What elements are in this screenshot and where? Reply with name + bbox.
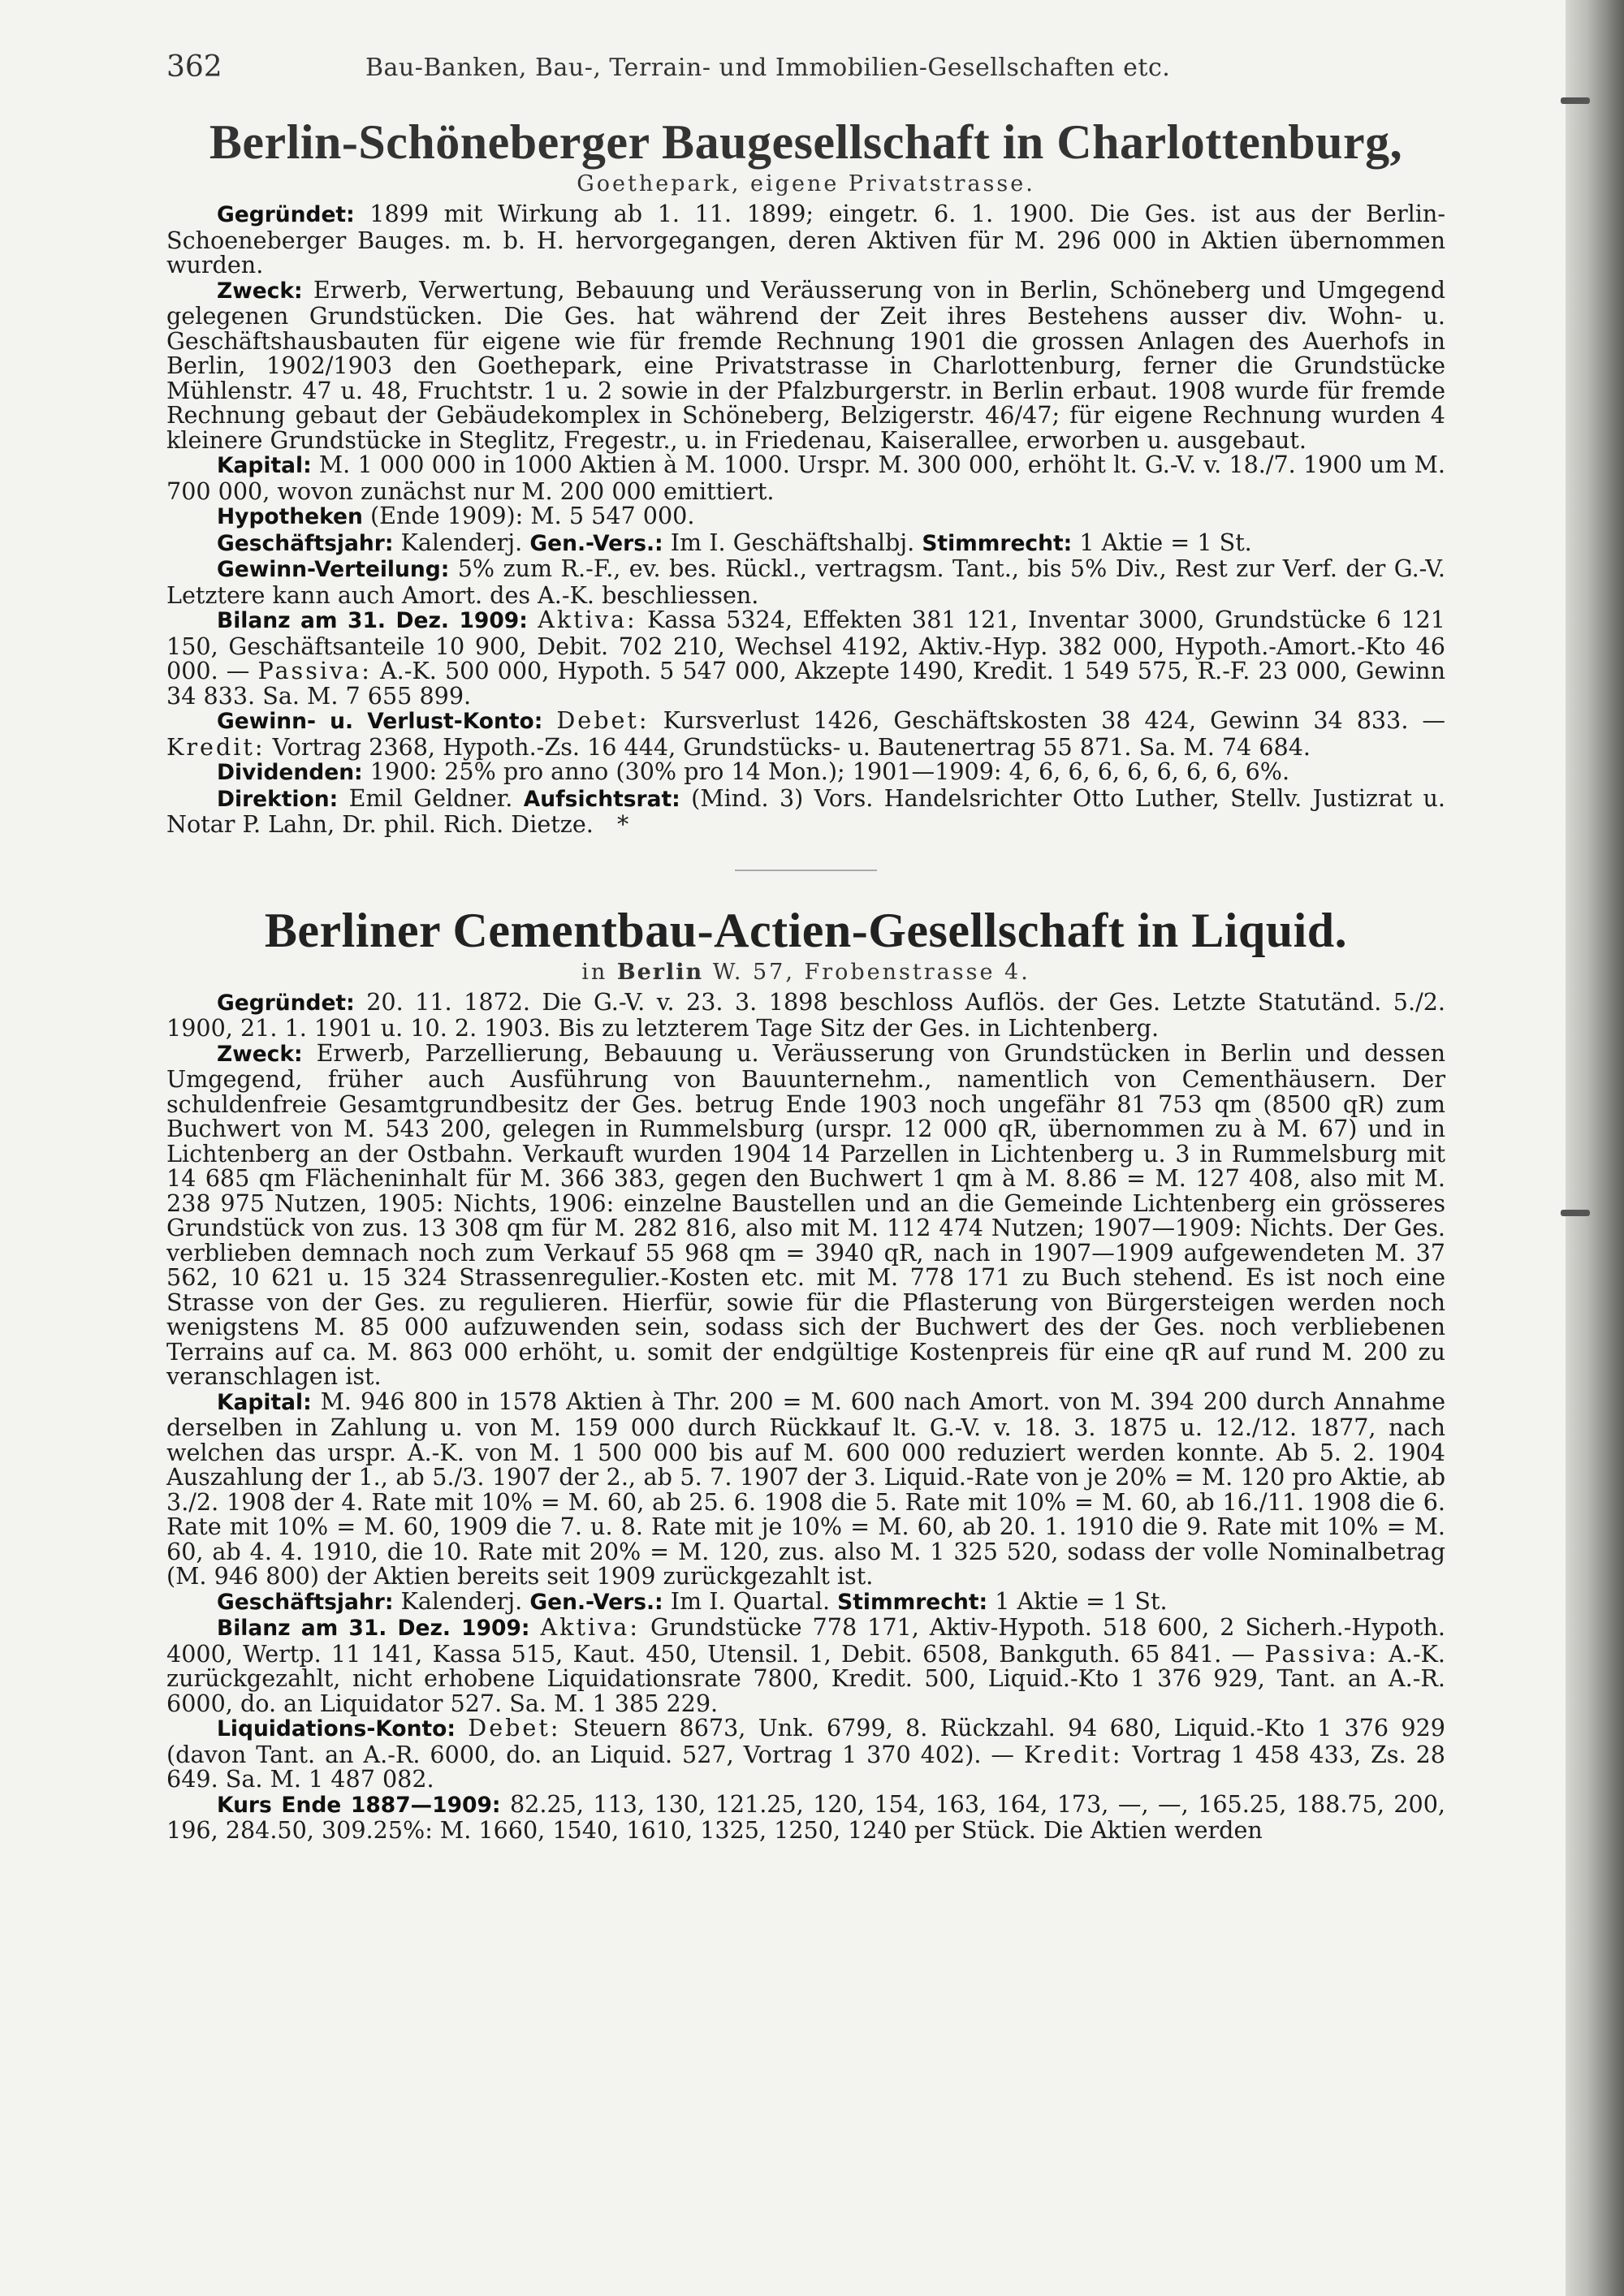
label-bilanz: Bilanz am 31. Dez. 1909:	[217, 1616, 530, 1641]
text-kapital: M. 1 000 000 in 1000 Aktien à M. 1000. Urspr. M. 300 000, erhöht lt. G.-V. v. 18./7. 1900 um M. 700 000, wovon zunächst nur M. 200 000 emittiert.	[166, 451, 1445, 505]
text-genvers: Im I. Geschäftshalbj.	[670, 528, 915, 556]
text-debet: Steuern 8673, Unk. 6799, 8. Rückzahl. 94 680, Liquid.-Kto 1 376 929 (davon Tant. an A.-R. 6000, do. an Liquid. 527, Vortrag 1 370 402). —	[166, 1714, 1445, 1768]
label-kapital: Kapital:	[217, 453, 312, 478]
location-city: Berlin	[616, 959, 704, 985]
entry-kurs	[166, 1789, 1446, 1844]
text-stimmrecht: 1 Aktie = 1 St.	[1079, 528, 1252, 556]
entry-gewinnverteilung	[166, 556, 1445, 607]
entry-gegruendet	[166, 987, 1446, 1042]
word-kredit: Kredit:	[1023, 1740, 1123, 1768]
label-genvers: Gen.-Vers.:	[529, 1589, 663, 1615]
page-edge-shadow	[1566, 0, 1624, 2296]
label-kapital: Kapital:	[217, 1389, 312, 1415]
text-kapital: M. 946 800 in 1578 Aktien à Thr. 200 = M. 600 nach Amort. von M. 394 200 durch Annahme derselben in Zahlung u. von M. 159 000 durch Rückkauf lt. G.-V. v. 18. 3. 1875 u. 12./12. 1877, nach welchen das urspr. A.-K. von M. 1 500 000 bis auf M. 600 000 reduziert werden konnte. Ab 5. 2. 1904 Auszahlung der 1., ab 5./3. 1907 der 2., ab 5. 7. 1907 der 3. Liquid.-Rate von je 20% = M. 120 pro Aktie, ab 3./2. 1908 der 4. Rate mit 10% = M. 60, ab 25. 6. 1908 die 5. Rate mit 10% = M. 60, ab 16./11. 1908 die 6. Rate mit 10% = M. 60, 1909 die 7. u. 8. Rate mit je 10% = M. 60, ab 20. 1. 1910 die 9. Rate mit 10% = M. 60, ab 4. 4. 1910, die 10. Rate mit 20% = M. 120, zus. also M. 1 325 520, sodass der volle Nominalbetrag (M. 946 800) der Aktien bereits seit 1909 zurückgezahlt ist.	[166, 1387, 1445, 1590]
entry-zweck	[166, 1038, 1445, 1390]
entry-gegruendet	[166, 201, 1445, 278]
text-kredit: Vortrag 2368, Hypoth.-Zs. 16 444, Grundstücks- u. Bautenertrag 55 871. Sa. M. 74 684.	[272, 732, 1311, 761]
word-kredit: Kredit:	[166, 732, 266, 761]
company-title: Berliner Cementbau-Actien-Gesellschaft in Liquid.	[264, 903, 1348, 957]
label-stimmrecht: Stimmrecht:	[837, 1589, 988, 1615]
label-liquidation: Liquidations-Konto:	[217, 1716, 456, 1741]
text-geschaeftsjahr: Kalenderj.	[400, 528, 523, 556]
location-street: W. 57, Frobenstrasse 4.	[712, 959, 1030, 985]
entry-geschaeftsjahr	[166, 530, 1445, 557]
entry-kapital	[166, 452, 1445, 503]
label-kurs: Kurs Ende 1887—1909:	[217, 1792, 501, 1818]
word-debet: Debet:	[556, 706, 650, 734]
label-gegruendet: Gegründet:	[217, 990, 355, 1016]
label-gegruendet: Gegründet:	[217, 202, 355, 227]
label-genvers: Gen.-Vers.:	[529, 530, 663, 556]
word-debet: Debet:	[468, 1714, 561, 1741]
company-entry-2	[166, 902, 1445, 1843]
text-gegruendet: 20. 11. 1872. Die G.-V. v. 23. 3. 1898 beschloss Auflös. der Ges. Letzte Statutänd. 5./2. 1900, 21. 1. 1901 u. 10. 2. 1903. Bis zu letzterem Tage Sitz der Ges. in Lichtenberg.	[166, 987, 1446, 1042]
entry-zweck	[166, 275, 1446, 454]
text-stimmrecht: 1 Aktie = 1 St.	[995, 1586, 1168, 1615]
text-kurs: 82.25, 113, 130, 121.25, 120, 154, 163, 164, 173, —, —, 165.25, 188.75, 200, 196, 284.50, 309.25%: M. 1660, 1540, 1610, 1325, 1250, 1240 per Stück. Die Aktien werden	[166, 1789, 1446, 1844]
label-aufsichtsrat: Aufsichtsrat:	[523, 786, 680, 812]
label-zweck: Zweck:	[217, 278, 303, 304]
word-passiva: Passiva:	[257, 657, 372, 684]
label-zweck: Zweck:	[217, 1041, 303, 1067]
page-number: 362	[166, 50, 222, 84]
label-gewinnverteilung: Gewinn-Verteilung:	[217, 557, 450, 582]
entry-hypotheken	[166, 503, 1445, 530]
label-guv: Gewinn- u. Verlust-Konto:	[217, 709, 543, 734]
label-hypotheken: Hypotheken	[217, 504, 363, 529]
text-zweck: Erwerb, Parzellierung, Bebauung u. Veräusserung von Grundstücken in Berlin und dessen Umgegend, früher auch Ausführung von Bauunternehm., namentlich von Cementhäusern. Der schuldenfreie Gesamtgrundbesitz der Ges. betrug Ende 1903 noch ungefähr 81 753 qm (8500 qR) zum Buchwert von M. 543 200, gelegen in Rummelsburg (urspr. 12 000 qR, übernommen zu à M. 67) und in Lichtenberg an der Ostbahn. Verkauft wurden 1904 14 Parzellen in Lichtenberg u. 3 in Rummelsburg mit 14 685 qm Flächeninhalt für M. 366 383, gegen den Buchwert 1 qm à M. 8.86 = M. 127 408, also mit M. 238 975 Nutzen, 1905: Nichts, 1906: einzelne Baustellen und an die Gemeinde Lichtenberg ein grösseres Grundstück von zus. 13 308 qm für M. 282 816, also mit M. 112 474 Nutzen; 1907—1909: Nichts. Der Ges. verblieben demnach noch zum Verkauf 55 968 qm = 3940 qR, nach in 1907—1909 aufgewendeten M. 37 562, 10 621 u. 15 324 Strassenregulier.-Kosten etc. mit M. 778 171 zu Buch stehend. Es ist noch eine Strasse von der Ges. zu regulieren. Hierfür, sowie für die Pflasterung von Bürgersteigen werden noch wenigstens M. 85 000 aufzuwenden sein, sodass sich der Buchwert des der Ges. noch verbliebenen Terrains auf ca. M. 863 000 erhöht, u. somit der endgültige Kostenpreis für eine qR auf rund M. 200 zu veranschlagen ist.	[166, 1038, 1445, 1390]
end-mark: *	[616, 810, 629, 838]
label-direktion: Direktion:	[217, 786, 339, 812]
label-dividenden: Dividenden:	[217, 760, 363, 785]
text-geschaeftsjahr: Kalenderj.	[400, 1586, 523, 1615]
text-genvers: Im I. Quartal.	[670, 1586, 831, 1615]
page-content	[166, 42, 1445, 1843]
scan-mark	[1561, 97, 1590, 104]
section-divider	[735, 870, 877, 871]
entry-liquidation	[166, 1716, 1445, 1792]
entry-bilanz	[166, 607, 1445, 708]
entry-geschaeftsjahr	[166, 1586, 1445, 1616]
company-location	[166, 959, 1445, 986]
text-gegruendet: 1899 mit Wirkung ab 1. 11. 1899; eingetr. 6. 1. 1900. Die Ges. ist aus der Berlin-Schoeneberger Bauges. m. b. H. hervorgegangen, deren Aktiven für M. 296 000 in Aktien übernommen wurden.	[166, 200, 1445, 278]
text-passiva: A.-K. 500 000, Hypoth. 5 547 000, Akzepte 1490, Kredit. 1 549 575, R.-F. 23 000, Gewinn 34 833. Sa. M. 7 655 899.	[166, 657, 1445, 710]
label-geschaeftsjahr: Geschäftsjahr:	[217, 530, 394, 556]
label-bilanz: Bilanz am 31. Dez. 1909:	[217, 608, 528, 633]
entry-bilanz	[166, 1615, 1445, 1716]
entry-dividenden	[166, 759, 1445, 786]
text-aktiva: Kassa 5324, Effekten 381 121, Inventar 3000, Grundstücke 6 121 150, Geschäftsanteile 10 900, Debit. 702 210, Wechsel 4192, Aktiv.-Hyp. 382 000, Hypoth.-Amort.-Kto 46 000. —	[166, 606, 1446, 684]
text-gewinnverteilung: 5% zum R.-F., ev. bes. Rückl., vertragsm. Tant., bis 5% Div., Rest zur Verf. der G.-V. Letztere kann auch Amort. des A.-K. beschliessen.	[166, 555, 1445, 609]
text-passiva: A.-K. zurückgezahlt, nicht erhobene Liquidationsrate 7800, Kredit. 500, Liquid.-Kto 1 376 929, Tant. an A.-R. 6000, do. an Liquidator 527. Sa. M. 1 385 229.	[166, 1639, 1445, 1717]
company-location: Goethepark, eigene Privatstrasse.	[577, 171, 1035, 196]
text-kredit: Vortrag 1 458 433, Zs. 28 649. Sa. M. 1 487 082.	[166, 1740, 1445, 1793]
word-passiva: Passiva:	[1264, 1639, 1379, 1668]
scan-mark	[1561, 1210, 1590, 1216]
text-direktion: Emil Geldner.	[348, 783, 513, 812]
text-zweck: Erwerb, Verwertung, Bebauung und Veräusserung von in Berlin, Schöneberg und Umgegend gelegenen Grundstücken. Die Ges. hat während der Zeit ihres Bestehens ausser div. Wohn- u. Geschäftshausbauten für eigene wie für fremde Rechnung 1901 die grossen Anlagen des Auerhofs in Berlin, 1902/1903 den Goethepark, eine Privatstrasse in Charlottenburg, ferner die Grundstücke Mühlenstr. 47 u. 48, Fruchtstr. 1 u. 2 sowie in der Pfalzburgerstr. in Berlin erbaut. 1908 wurde für fremde Rechnung gebaut der Gebäudekomplex in Schöneberg, Belzigerstr. 46/47; für eigene Rechnung wurden 4 kleinere Grundstücke in Steglitz, Fregestr., u. in Friedenau, Kaiserallee, erworben u. ausgebaut.	[166, 275, 1446, 454]
text-hypotheken: (Ende 1909): M. 5 547 000.	[369, 502, 695, 529]
running-head	[166, 42, 1445, 91]
word-aktiva: Aktiva:	[540, 1613, 640, 1641]
label-geschaeftsjahr: Geschäftsjahr:	[217, 1589, 394, 1615]
text-aktiva: Grundstücke 778 171, Aktiv-Hypoth. 518 600, 2 Sicherh.-Hypoth. 4000, Wertp. 11 141, Kassa 515, Kaut. 450, Utensil. 1, Debit. 6508, Bankguth. 65 841. —	[166, 1613, 1446, 1668]
entry-direktion	[166, 783, 1446, 838]
entry-guv	[166, 708, 1445, 759]
company-title: Berlin-Schöneberger Baugesellschaft in Charlottenburg,	[209, 115, 1403, 169]
company-entry-1	[166, 114, 1445, 837]
running-title: Bau-Banken, Bau-, Terrain- und Immobilien-Gesellschaften etc.	[365, 54, 1171, 82]
text-debet: Kursverlust 1426, Geschäftskosten 38 424, Gewinn 34 833. —	[663, 706, 1445, 734]
entry-kapital	[166, 1389, 1445, 1589]
label-stimmrecht: Stimmrecht:	[922, 530, 1073, 556]
text-dividenden: 1900: 25% pro anno (30% pro 14 Mon.); 1901—1909: 4, 6, 6, 6, 6, 6, 6, 6, 6%.	[369, 757, 1290, 785]
word-aktiva: Aktiva:	[538, 606, 637, 633]
location-prefix: in	[581, 959, 608, 985]
text-aufsichtsrat: (Mind. 3) Vors. Handelsrichter Otto Luther, Stellv. Justizrat u. Notar P. Lahn, Dr. phil. Rich. Dietze.	[166, 783, 1446, 838]
